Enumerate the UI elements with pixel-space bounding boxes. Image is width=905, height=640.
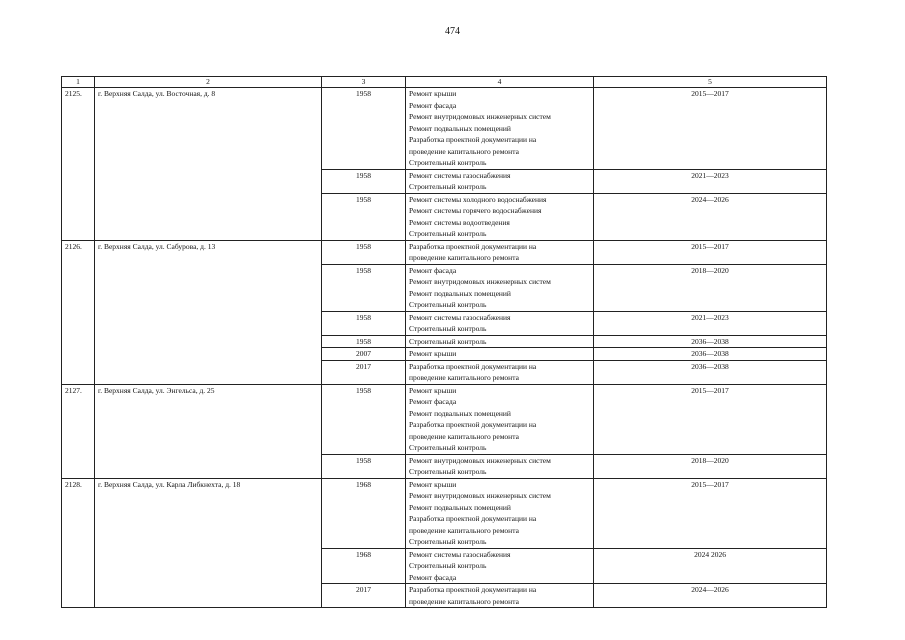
- work-types-cell: [406, 240, 594, 264]
- repair-period: 2024—2026: [594, 193, 827, 240]
- construction-year: 1958: [322, 384, 406, 454]
- column-header: 3: [322, 77, 406, 88]
- construction-year: 1958: [322, 88, 406, 170]
- repair-period: 2021—2023: [594, 169, 827, 193]
- column-header-row: [62, 77, 827, 88]
- work-types-cell: [406, 264, 594, 311]
- table-row: [62, 384, 827, 454]
- repair-period: 2015—2017: [594, 384, 827, 454]
- work-type: Разработка проектной документации на: [409, 420, 537, 429]
- work-type: Ремонт системы холодного водоснабжения: [409, 194, 547, 204]
- repair-period: 2015—2017: [594, 478, 827, 548]
- work-types-cell: [406, 454, 594, 478]
- work-type: Разработка проектной документации на: [409, 135, 537, 144]
- work-types-cell: [406, 384, 594, 454]
- work-type: проведение капитального ремонта: [409, 146, 519, 156]
- work-type: Ремонт фасада: [409, 265, 457, 275]
- work-type: Разработка проектной документации на: [409, 514, 537, 523]
- work-type: Ремонт фасада: [409, 572, 457, 582]
- construction-year: 1958: [322, 311, 406, 335]
- table-row: [62, 478, 827, 548]
- repair-period: 2021—2023: [594, 311, 827, 335]
- work-type: Ремонт внутридомовых инженерных систем: [409, 112, 551, 121]
- page-number: 474: [445, 26, 460, 37]
- repair-period: 2024 2026: [594, 548, 827, 584]
- construction-year: 1958: [322, 264, 406, 311]
- work-types-cell: [406, 193, 594, 240]
- work-type: Ремонт системы газоснабжения: [409, 549, 511, 559]
- construction-year: 2017: [322, 360, 406, 384]
- work-type: проведение капитального ремонта: [409, 431, 519, 441]
- house-address: г. Верхняя Салда, ул. Сабурова, д. 13: [95, 240, 322, 384]
- repair-period: 2015—2017: [594, 88, 827, 170]
- construction-year: 1958: [322, 454, 406, 478]
- column-header: 1: [62, 77, 95, 88]
- house-number: 2126.: [62, 240, 95, 384]
- construction-year: 1958: [322, 193, 406, 240]
- work-types-cell: [406, 311, 594, 335]
- work-type: Строительный контроль: [409, 443, 487, 452]
- construction-year: 2017: [322, 584, 406, 608]
- work-types-cell: [406, 584, 594, 608]
- construction-year: 1958: [322, 240, 406, 264]
- work-type: Ремонт подвальных помещений: [409, 408, 511, 418]
- repair-period: 2018—2020: [594, 454, 827, 478]
- work-type: Строительный контроль: [409, 182, 487, 191]
- work-type: проведение капитального ремонта: [409, 525, 519, 535]
- work-type: Ремонт крыши: [409, 479, 457, 489]
- work-type: Строительный контроль: [409, 561, 487, 570]
- work-type: Строительный контроль: [409, 158, 487, 167]
- column-header: 4: [406, 77, 594, 88]
- house-address: г. Верхняя Салда, ул. Энгельса, д. 25: [95, 384, 322, 478]
- work-type: Ремонт внутридомовых инженерных систем: [409, 277, 551, 286]
- repair-period: 2018—2020: [594, 264, 827, 311]
- house-number: 2125.: [62, 88, 95, 241]
- work-type: Строительный контроль: [409, 467, 487, 476]
- work-type: Ремонт системы газоснабжения: [409, 170, 511, 180]
- repair-period: 2036—2038: [594, 348, 827, 361]
- work-types-cell: [406, 478, 594, 548]
- house-address: г. Верхняя Салда, ул. Карла Либкнехта, д. 18: [95, 478, 322, 608]
- work-type: Разработка проектной документации на: [409, 241, 537, 251]
- construction-year: 1968: [322, 548, 406, 584]
- construction-year: 1958: [322, 169, 406, 193]
- work-types-cell: [406, 169, 594, 193]
- work-type: Ремонт системы водоотведения: [409, 217, 510, 227]
- construction-year: 2007: [322, 348, 406, 361]
- work-type: Разработка проектной документации на: [409, 585, 537, 594]
- repair-period: 2015—2017: [594, 240, 827, 264]
- work-type: Строительный контроль: [409, 324, 487, 333]
- table-row: [62, 240, 827, 264]
- work-type: Ремонт внутридомовых инженерных систем: [409, 455, 551, 465]
- repair-period: 2036—2038: [594, 360, 827, 384]
- work-type: Строительный контроль: [409, 300, 487, 309]
- work-type: Ремонт крыши: [409, 349, 457, 358]
- work-type: проведение капитального ремонта: [409, 373, 519, 382]
- construction-year: 1958: [322, 335, 406, 348]
- work-type: Ремонт подвальных помещений: [409, 288, 511, 298]
- work-type: Строительный контроль: [409, 336, 487, 346]
- repair-period: 2036—2038: [594, 335, 827, 348]
- house-number: 2127.: [62, 384, 95, 478]
- work-types-cell: [406, 335, 594, 348]
- house-number: 2128.: [62, 478, 95, 608]
- table-row: [62, 88, 827, 170]
- house-address: г. Верхняя Салда, ул. Восточная, д. 8: [95, 88, 322, 241]
- work-type: Ремонт крыши: [409, 89, 457, 98]
- work-type: Разработка проектной документации на: [409, 361, 537, 371]
- work-type: Ремонт подвальных помещений: [409, 502, 511, 512]
- work-type: Ремонт системы горячего водоснабжения: [409, 206, 542, 215]
- capital-repair-table: [61, 76, 827, 608]
- work-types-cell: [406, 360, 594, 384]
- work-type: Ремонт внутридомовых инженерных систем: [409, 491, 551, 500]
- column-header: 5: [594, 77, 827, 88]
- work-type: Строительный контроль: [409, 229, 487, 238]
- column-header: 2: [95, 77, 322, 88]
- work-type: Ремонт фасада: [409, 397, 457, 406]
- work-type: проведение капитального ремонта: [409, 253, 519, 262]
- work-type: Ремонт фасада: [409, 100, 457, 110]
- work-type: Ремонт крыши: [409, 385, 457, 395]
- work-type: проведение капитального ремонта: [409, 596, 519, 606]
- repair-period: 2024—2026: [594, 584, 827, 608]
- construction-year: 1968: [322, 478, 406, 548]
- work-types-cell: [406, 348, 594, 361]
- work-type: Ремонт системы газоснабжения: [409, 312, 511, 322]
- work-type: Строительный контроль: [409, 537, 487, 546]
- work-type: Ремонт подвальных помещений: [409, 123, 511, 133]
- work-types-cell: [406, 548, 594, 584]
- table-body: [62, 77, 827, 608]
- work-types-cell: [406, 88, 594, 170]
